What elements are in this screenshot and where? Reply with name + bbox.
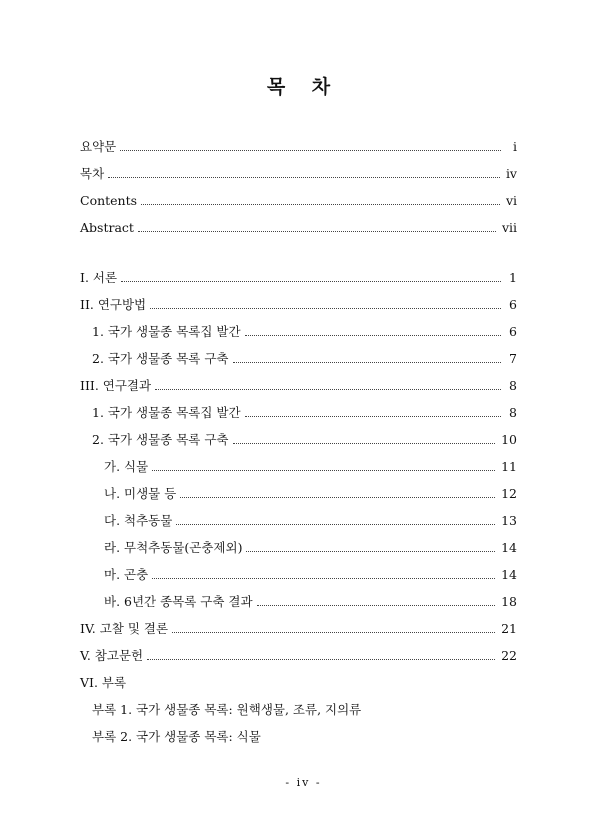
toc-page-number: vi — [505, 193, 517, 208]
page-footer: - iv - — [285, 776, 322, 789]
toc-page-number: 7 — [509, 351, 517, 366]
toc-row-contents[interactable] — [80, 192, 517, 210]
toc-page-number: iv — [505, 166, 517, 181]
toc-page-number: i — [513, 139, 517, 154]
toc-row-8[interactable] — [104, 458, 517, 476]
dot-leader — [233, 362, 502, 363]
dot-leader — [152, 578, 495, 579]
toc-label: 1. 국가 생물종 목록집 발간 — [92, 405, 241, 420]
toc-label: 나. 미생물 등 — [104, 486, 177, 501]
toc-page-number: 12 — [501, 486, 517, 501]
toc-page-number: 18 — [501, 594, 517, 609]
toc-row-6[interactable] — [92, 404, 517, 422]
toc-row-3[interactable] — [92, 323, 517, 341]
toc-row-1[interactable] — [80, 269, 517, 287]
toc-page-number: 11 — [501, 459, 517, 474]
toc-label: 라. 무척추동물(곤충제외) — [104, 540, 243, 555]
toc-label: Abstract — [80, 220, 134, 235]
toc-label: 마. 곤충 — [104, 567, 149, 582]
dot-leader — [233, 443, 496, 444]
toc-row-9[interactable] — [104, 485, 517, 503]
appendix-item[interactable]: 부록 2. 국가 생물종 목록: 식물 — [92, 729, 261, 744]
dot-leader — [180, 497, 495, 498]
toc-row-14[interactable] — [80, 620, 517, 638]
toc-page-number: 8 — [509, 405, 517, 420]
dot-leader — [150, 308, 501, 309]
dot-leader — [176, 524, 495, 525]
page-title: 목 차 — [266, 76, 341, 98]
toc-page-number: vii — [501, 220, 517, 235]
appendix-item[interactable]: 부록 1. 국가 생물종 목록: 원핵생물, 조류, 지의류 — [92, 702, 362, 717]
toc-row-10[interactable] — [104, 512, 517, 530]
toc-label: I. 서론 — [80, 270, 118, 285]
appendix-heading[interactable]: VI. 부록 — [80, 675, 127, 690]
toc-row-13[interactable] — [104, 593, 517, 611]
dot-leader — [141, 204, 500, 205]
toc-label: 2. 국가 생물종 목록 구축 — [92, 432, 229, 447]
toc-page-number: 14 — [501, 567, 517, 582]
toc-label: 가. 식물 — [104, 459, 149, 474]
toc-label: 다. 척추동물 — [104, 513, 173, 528]
toc-row-summary[interactable] — [80, 138, 517, 156]
toc-page-number: 21 — [501, 621, 517, 636]
dot-leader — [245, 335, 501, 336]
dot-leader — [245, 416, 501, 417]
toc-label: 2. 국가 생물종 목록 구축 — [92, 351, 229, 366]
dot-leader — [172, 632, 495, 633]
dot-leader — [121, 281, 501, 282]
toc-page-number: 13 — [501, 513, 517, 528]
toc-row-15[interactable] — [80, 647, 517, 665]
dot-leader — [257, 605, 496, 606]
toc-page-number: 8 — [509, 378, 517, 393]
toc-label: 1. 국가 생물종 목록집 발간 — [92, 324, 241, 339]
toc-page-number: 1 — [509, 270, 517, 285]
toc-row-5[interactable] — [80, 377, 517, 395]
toc-label: III. 연구결과 — [80, 378, 152, 393]
toc-row-12[interactable] — [104, 566, 517, 584]
toc-label: II. 연구방법 — [80, 297, 147, 312]
toc-row-abstract[interactable] — [80, 219, 517, 237]
toc-page-number: 22 — [501, 648, 517, 663]
toc-label: Contents — [80, 193, 138, 208]
toc-page-number: 14 — [501, 540, 517, 555]
dot-leader — [120, 150, 501, 151]
dot-leader — [147, 659, 495, 660]
toc-label: IV. 고찰 및 결론 — [80, 621, 169, 636]
toc-label: 바. 6년간 종목록 구축 결과 — [104, 594, 253, 609]
toc-row-toc[interactable] — [80, 165, 517, 183]
toc-label: 요약문 — [80, 139, 117, 154]
dot-leader — [152, 470, 495, 471]
toc-label: V. 참고문헌 — [80, 648, 144, 663]
dot-leader — [246, 551, 495, 552]
dot-leader — [138, 231, 496, 232]
toc-page-number: 6 — [509, 297, 517, 312]
toc-page-number: 10 — [501, 432, 517, 447]
toc-row-11[interactable] — [104, 539, 517, 557]
toc-row-7[interactable] — [92, 431, 517, 449]
dot-leader — [155, 389, 501, 390]
toc-row-4[interactable] — [92, 350, 517, 368]
toc-page-number: 6 — [509, 324, 517, 339]
dot-leader — [108, 177, 500, 178]
toc-row-2[interactable] — [80, 296, 517, 314]
toc-label: 목차 — [80, 166, 105, 181]
